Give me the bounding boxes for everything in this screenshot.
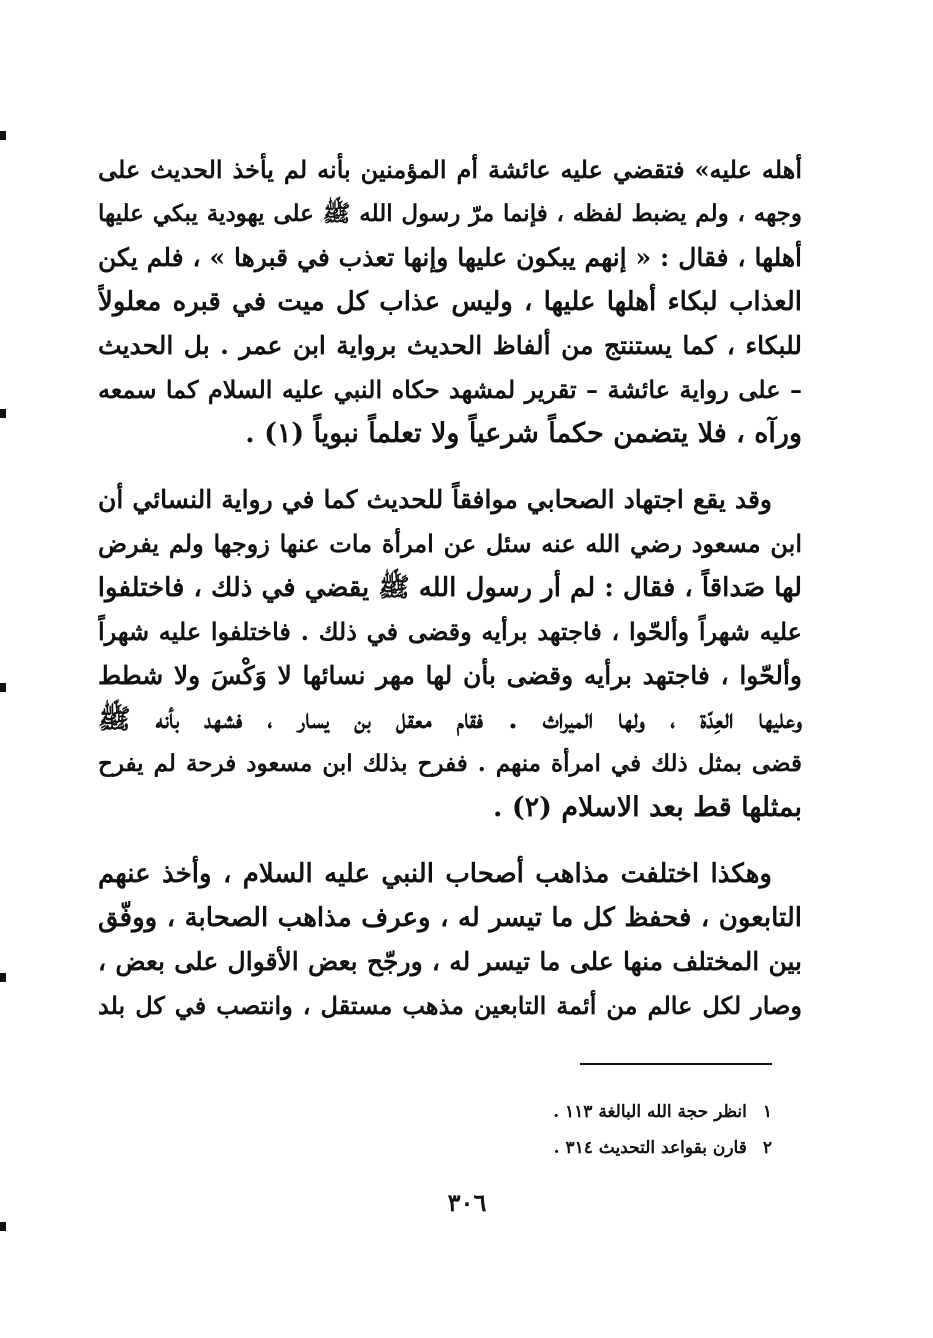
footnote-2 — [400, 1130, 772, 1166]
footnote-divider — [580, 1063, 772, 1065]
scan-edge-mark — [0, 409, 6, 418]
text-line: وهكذا اختلفت مذاهب أصحاب النبي عليه السلام ، وأخذ عنهم — [98, 859, 772, 889]
scan-edge-mark — [0, 131, 6, 140]
scan-edge-mark — [0, 683, 6, 692]
text-line: بين المختلف منها على ما تيسر له ، ورجّح بعض الأقوال على بعض ، — [98, 947, 802, 976]
footnote-number: ٢ — [762, 1138, 772, 1158]
text-line: وجهه ، ولم يضبط لفظه ، فإنما مرّ رسول الله ﷺ على يهودية يبكي عليها — [98, 200, 802, 227]
text-line: وقد يقع اجتهاد الصحابي موافقاً للحديث كما في رواية النسائي أن — [98, 485, 772, 514]
text-line: لها صَداقاً ، فقال : لم أر رسول الله ﷺ يقضي في ذلك ، فاختلفوا — [98, 573, 802, 603]
text-line: ورآه ، فلا يتضمن حكماً شرعياً ولا تعلماً نبوياً (١) . — [245, 418, 802, 449]
text-line: بمثلها قط بعد الاسلام (٢) . — [493, 792, 802, 823]
footnote-text: انظر حجة الله البالغة ١١٣ . — [553, 1102, 747, 1122]
text-line: وصار لكل عالم من أئمة التابعين مذهب مستقل ، وانتصب في كل بلد — [98, 991, 802, 1020]
footnote-1 — [400, 1094, 772, 1130]
text-line: قضى بمثل ذلك في امرأة منهم . ففرح بذلك ابن مسعود فرحة لم يفرح — [98, 750, 802, 777]
footnote-text: قارن بقواعد التحديث ٣١٤ . — [553, 1138, 747, 1158]
text-line: أهله عليه» فتقضي عليه عائشة أم المؤمنين بأنه لم يأخذ الحديث على — [98, 155, 802, 184]
text-line: التابعون ، فحفظ كل ما تيسر له ، وعرف مذاهب الصحابة ، ووفّق — [98, 903, 802, 933]
text-line: عليه شهراً وألحّوا ، فاجتهد برأيه وقضى في ذلك . فاختلفوا عليه شهراً — [98, 617, 802, 646]
text-line: العذاب لبكاء أهلها عليها ، وليس عذاب كل ميت في قبره معلولاً — [98, 287, 802, 317]
paragraph-3 — [98, 852, 802, 1028]
footnotes — [400, 1094, 772, 1166]
text-line: وعليها العِدّة ، ولها الميراث . فقام معقل بن يسار ، فشهد بأنه ﷺ — [98, 704, 802, 735]
text-line: ابن مسعود رضي الله عنه سئل عن امرأة مات عنها زوجها ولم يفرض — [98, 529, 802, 558]
text-line: أهلها ، فقال : « إنهم يبكون عليها وإنها تعذب في قبرها » ، فلم يكن — [98, 243, 802, 272]
scan-edge-mark — [0, 973, 6, 982]
footnote-number: ١ — [762, 1102, 772, 1122]
paragraph-2 — [98, 478, 802, 830]
text-line: للبكاء ، كما يستنتج من ألفاظ الحديث برواية ابن عمر . بل الحديث — [98, 331, 802, 360]
scan-edge-mark — [0, 1222, 6, 1231]
paragraph-1 — [98, 148, 802, 456]
page-number: ٣٠٦ — [447, 1188, 487, 1217]
text-line: وألحّوا ، فاجتهد برأيه وقضى بأن لها مهر نسائها لا وَكْسَ ولا شطط — [98, 661, 802, 690]
text-line: – على رواية عائشة – تقرير لمشهد حكاه النبي عليه السلام كما سمعه — [98, 375, 802, 404]
